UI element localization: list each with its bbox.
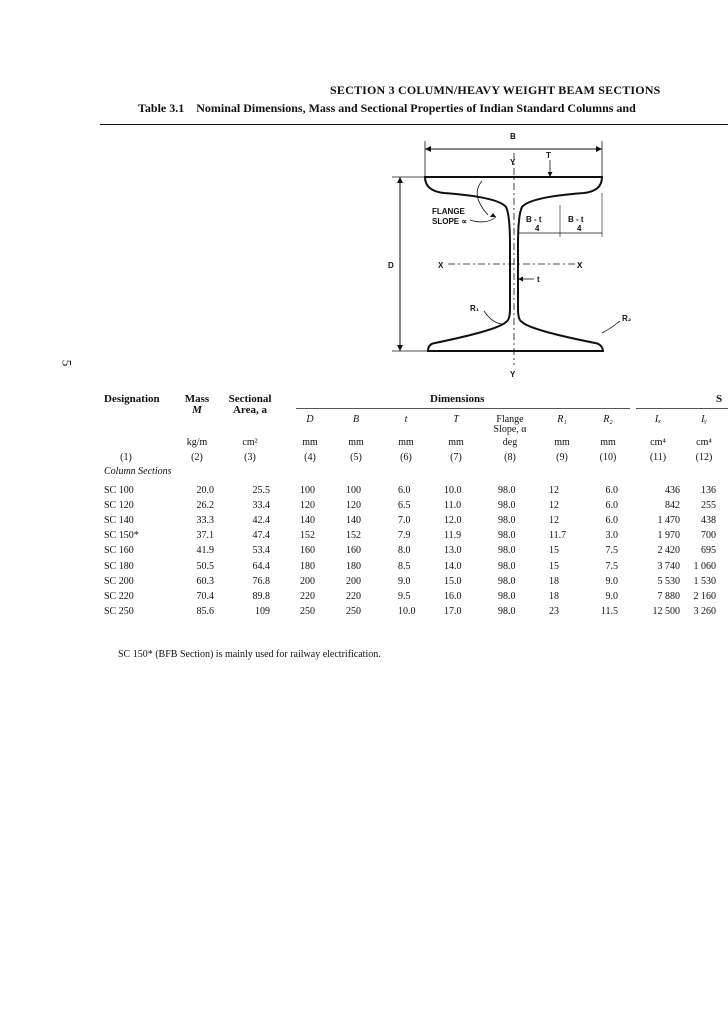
table-cell: 3.0 — [605, 530, 618, 542]
table-cell: 1 470 — [657, 515, 680, 527]
table-cell: 5 530 — [657, 575, 680, 587]
table-cell: 15 — [549, 545, 559, 557]
table-cell: 7.0 — [398, 515, 411, 527]
table-cell: 13.0 — [444, 545, 462, 557]
col-number: (12) — [695, 452, 713, 463]
table-cell: 3 740 — [657, 560, 680, 572]
table-cell: 436 — [665, 485, 680, 496]
col-header-iy: Iᵧ — [701, 414, 707, 425]
table-cell: 37.1 — [196, 530, 214, 542]
table-cell: 98.0 — [498, 575, 516, 587]
table-cell: 180 — [300, 560, 315, 572]
table-cell: 26.2 — [196, 500, 214, 512]
table-cell: 120 — [300, 500, 315, 512]
table-cell: 8.5 — [398, 560, 411, 572]
col-number: (2) — [191, 452, 203, 463]
unit-t: mm — [398, 437, 414, 448]
table-cell: 11.0 — [444, 500, 462, 512]
col-number: (10) — [599, 452, 617, 463]
properties-rule — [636, 408, 728, 409]
table-cell: 6.0 — [605, 500, 618, 512]
table-cell: 7 880 — [657, 590, 680, 602]
table-cell: 2 160 — [693, 590, 716, 602]
table-cell: 200 — [346, 575, 361, 587]
table-cell: 180 — [346, 560, 361, 572]
table-cell: 98.0 — [498, 485, 516, 496]
row-designation: SC 250 — [104, 605, 134, 617]
r2-leader — [602, 321, 620, 333]
fig-label-y-top: Y — [510, 158, 516, 167]
table-cell: 15.0 — [444, 575, 462, 587]
table-cell: 15 — [549, 560, 559, 572]
table-cell: 11.5 — [600, 605, 618, 617]
table-cell: 200 — [300, 575, 315, 587]
col-header-t: t — [404, 414, 408, 425]
table-cell: 255 — [701, 500, 716, 512]
row-designation: SC 160 — [104, 545, 134, 557]
col-number: (7) — [450, 452, 462, 463]
col-number: (9) — [556, 452, 568, 463]
table-cell: 25.5 — [252, 485, 270, 496]
col-header-flange-slope: Flange — [496, 414, 524, 425]
unit-area: cm² — [242, 437, 258, 448]
table-cell: 47.4 — [252, 530, 270, 542]
col-number: (4) — [304, 452, 316, 463]
col-number: (8) — [504, 452, 516, 463]
col-header-b: B — [352, 414, 360, 425]
fig-label-bt2-num: B - t — [568, 215, 584, 224]
table-cell: 100 — [300, 485, 315, 496]
table-cell: 98.0 — [498, 545, 516, 557]
col-header-d: D — [306, 414, 314, 425]
fig-label-bt1-den: 4 — [535, 224, 540, 233]
fig-label-b: B — [510, 132, 516, 141]
table-cell: 700 — [701, 530, 716, 542]
table-cell: 438 — [701, 515, 716, 527]
row-designation: SC 100 — [104, 485, 134, 496]
table-cell: 7.5 — [605, 545, 618, 557]
unit-mass: kg/m — [186, 437, 208, 448]
table-cell: 2 420 — [657, 545, 680, 557]
row-designation: SC 180 — [104, 560, 134, 572]
table-cell: 20.0 — [196, 485, 214, 496]
header-area-line2: Area, a — [232, 404, 267, 416]
unit-ix: cm⁴ — [650, 437, 666, 448]
col-number: (11) — [649, 452, 667, 463]
row-designation: SC 140 — [104, 515, 134, 527]
table-cell: 12 500 — [652, 605, 680, 617]
table-cell: 100 — [346, 485, 361, 496]
table-cell: 7.5 — [605, 560, 618, 572]
r1-leader — [484, 311, 502, 324]
table-cell: 842 — [665, 500, 680, 512]
table-cell: 9.0 — [398, 575, 411, 587]
table-cell: 64.4 — [252, 560, 270, 572]
table-cell: 12 — [549, 485, 559, 496]
unit-b: mm — [348, 437, 364, 448]
header-dimensions: Dimensions — [430, 393, 485, 405]
unit-iy: cm⁴ — [696, 437, 712, 448]
table-cell: 250 — [346, 605, 361, 617]
table-cell: 42.4 — [252, 515, 270, 527]
table-cell: 1 530 — [693, 575, 716, 587]
table-cell: 250 — [300, 605, 315, 617]
table-cell: 120 — [346, 500, 361, 512]
table-cell: 1 060 — [693, 560, 716, 572]
table-cell: 98.0 — [498, 530, 516, 542]
row-designation: SC 200 — [104, 575, 134, 587]
table-cell: 140 — [346, 515, 361, 527]
table-cell: 98.0 — [498, 605, 516, 617]
table-cell: 9.5 — [398, 590, 411, 602]
header-area: Sectional — [228, 393, 272, 405]
section-title: SECTION 3 COLUMN/HEAVY WEIGHT BEAM SECTIONS — [330, 83, 661, 97]
group-label: Column Sections — [104, 466, 172, 477]
unit-r2: mm — [600, 437, 616, 448]
row-designation: SC 220 — [104, 590, 134, 602]
table-cell: 76.8 — [252, 575, 270, 587]
col-header-flange-t: T — [453, 414, 459, 425]
fig-label-bt2-den: 4 — [577, 224, 582, 233]
fig-label-bt1-num: B - t — [526, 215, 542, 224]
table-cell: 7.9 — [398, 530, 411, 542]
table-cell: 53.4 — [252, 545, 270, 557]
table-cell: 136 — [701, 485, 716, 496]
header-mass-symbol: M — [192, 404, 202, 416]
table-cell: 16.0 — [444, 590, 462, 602]
table-cell: 6.0 — [605, 485, 618, 496]
table-cell: 18 — [549, 590, 559, 602]
table-cell: 50.5 — [196, 560, 214, 572]
table-cell: 17.0 — [444, 605, 462, 617]
fig-label-t-web: t — [537, 275, 540, 284]
col-header-flange-slope-line2: Slope, α — [493, 424, 527, 435]
fig-label-x-left: X — [438, 261, 444, 270]
unit-r1: mm — [554, 437, 570, 448]
table-cell: 98.0 — [498, 560, 516, 572]
unit-flange-t: mm — [448, 437, 464, 448]
flange-slope-leader — [470, 217, 496, 222]
table-cell: 11.9 — [444, 530, 462, 542]
table-cell: 98.0 — [498, 500, 516, 512]
table-cell: 160 — [300, 545, 315, 557]
table-cell: 70.4 — [196, 590, 214, 602]
table-cell: 1 970 — [657, 530, 680, 542]
table-cell: 9.0 — [605, 590, 618, 602]
footnote: SC 150* (BFB Section) is mainly used for railway electrification. — [118, 649, 381, 660]
table-title — [138, 101, 636, 116]
table-cell: 12.0 — [444, 515, 462, 527]
table-cell: 152 — [346, 530, 361, 542]
fig-label-r2: R₂ — [622, 314, 632, 323]
unit-slope: deg — [502, 437, 518, 448]
row-designation: SC 120 — [104, 500, 134, 512]
table-cell: 220 — [346, 590, 361, 602]
table-cell: 33.4 — [252, 500, 270, 512]
table-cell: 41.9 — [196, 545, 214, 557]
col-number: (1) — [120, 452, 132, 463]
table-cell: 60.3 — [196, 575, 214, 587]
header-mass: Mass — [184, 393, 210, 405]
table-cell: 98.0 — [498, 590, 516, 602]
table-cell: 11.7 — [549, 530, 567, 542]
col-number: (6) — [400, 452, 412, 463]
table-cell: 8.0 — [398, 545, 411, 557]
table-cell: 109 — [255, 605, 270, 617]
column-section-figure — [370, 125, 640, 385]
fig-label-d: D — [388, 261, 394, 270]
header-designation: Designation — [104, 393, 160, 405]
table-title-text: Nominal Dimensions, Mass and Sectional Properties of Indian Standard Columns and — [196, 101, 636, 115]
table-cell: 10.0 — [398, 605, 416, 617]
col-number: (3) — [244, 452, 256, 463]
header-right-edge: S — [716, 393, 723, 405]
fig-label-flange-line1: FLANGE — [432, 207, 465, 216]
fig-label-y-bottom: Y — [510, 370, 516, 379]
dimensions-rule — [296, 408, 630, 409]
unit-d: mm — [302, 437, 318, 448]
table-cell: 18 — [549, 575, 559, 587]
table-cell: 14.0 — [444, 560, 462, 572]
table-cell: 152 — [300, 530, 315, 542]
table-cell: 12 — [549, 515, 559, 527]
fig-label-flange-line2: SLOPE ∝ — [432, 217, 468, 226]
table-cell: 6.0 — [605, 515, 618, 527]
table-cell: 140 — [300, 515, 315, 527]
table-cell: 3 260 — [693, 605, 716, 617]
table-cell: 9.0 — [605, 575, 618, 587]
table-cell: 33.3 — [196, 515, 214, 527]
table-cell: 10.0 — [444, 485, 462, 496]
page-number: 5 — [59, 359, 75, 367]
fig-label-x-right: X — [577, 261, 583, 270]
table-label: Table 3.1 — [138, 101, 185, 115]
table-cell: 89.8 — [252, 590, 270, 602]
col-number: (5) — [350, 452, 362, 463]
table-cell: 220 — [300, 590, 315, 602]
col-header-r2: R₂ — [603, 414, 613, 425]
table-cell: 85.6 — [196, 605, 214, 617]
table-cell: 23 — [549, 605, 559, 617]
table-cell: 160 — [346, 545, 361, 557]
fig-label-r1: R₁ — [470, 304, 480, 313]
table-cell: 98.0 — [498, 515, 516, 527]
col-header-r1: R₁ — [557, 414, 567, 425]
row-designation: SC 150* — [104, 530, 139, 542]
table-cell: 12 — [549, 500, 559, 512]
table-cell: 695 — [701, 545, 716, 557]
col-header-ix: Iₓ — [654, 414, 662, 425]
fig-label-t-flange: T — [546, 151, 551, 160]
table-cell: 6.5 — [398, 500, 411, 512]
table-cell: 6.0 — [398, 485, 411, 496]
